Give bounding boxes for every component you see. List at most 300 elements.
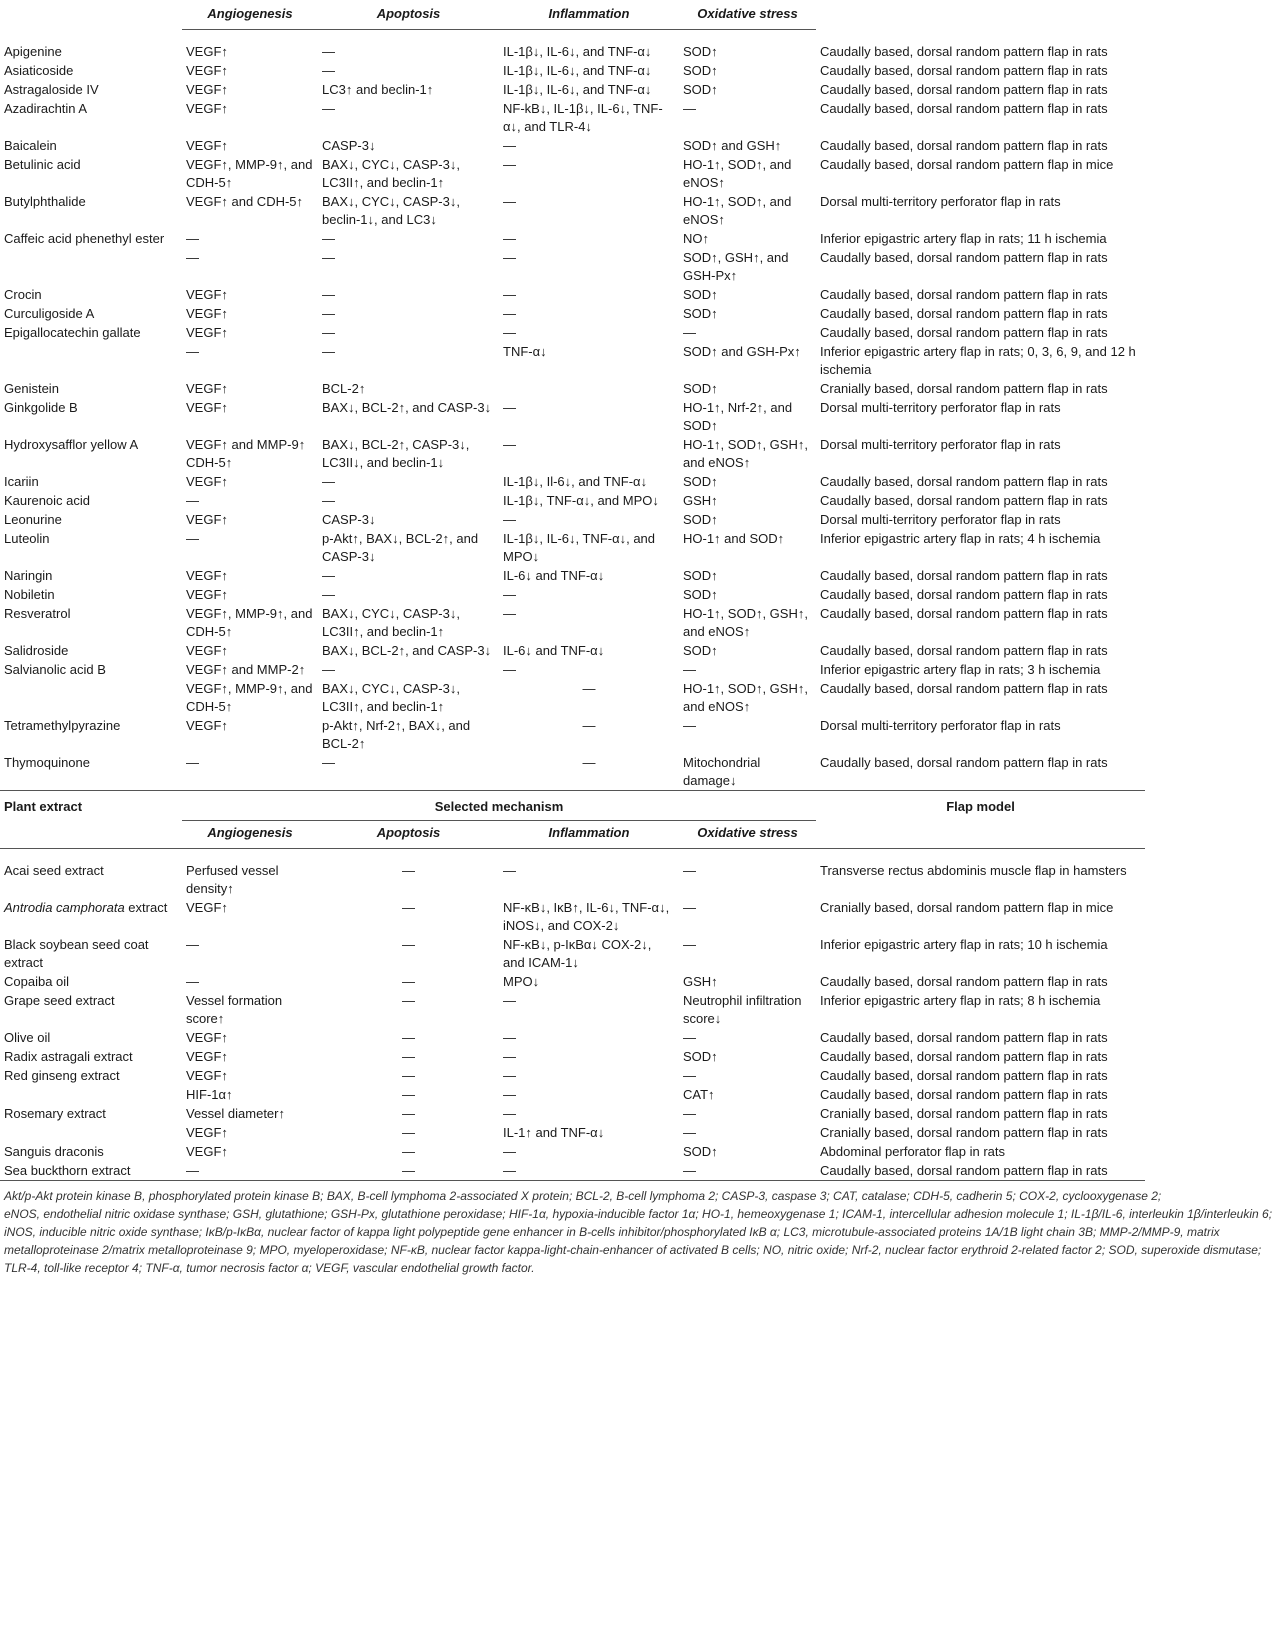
inflammation-cell: IL-1β↓, IL-6↓, and TNF-α↓ xyxy=(503,82,652,97)
table1-row xyxy=(0,398,1145,435)
apoptosis-cell: — xyxy=(322,287,335,302)
angiogenesis-cell: VEGF↑ xyxy=(186,587,228,602)
oxidative-stress-cell: — xyxy=(683,937,696,952)
flap-model-cell: Caudally based, dorsal random pattern flap in rats xyxy=(820,493,1108,508)
apoptosis-cell: — xyxy=(322,250,335,265)
compound-name: Baicalein xyxy=(4,138,57,153)
table1-row xyxy=(0,529,1145,566)
inflammation-cell: — xyxy=(503,512,516,527)
plant-extract-name: Sea buckthorn extract xyxy=(0,1161,182,1181)
flap-model-cell: Caudally based, dorsal random pattern flap in rats xyxy=(816,1161,1145,1181)
oxidative-stress-cell: SOD↑, GSH↑, and GSH-Px↑ xyxy=(683,250,789,283)
flap-model-cell: Cranially based, dorsal random pattern flap in rats xyxy=(820,1125,1108,1140)
apoptosis-cell: — xyxy=(402,1068,415,1083)
inflammation-cell: — xyxy=(503,287,516,302)
flap-model-cell: Caudally based, dorsal random pattern flap in rats xyxy=(820,681,1108,696)
compound-name xyxy=(0,248,182,285)
apoptosis-cell: BCL-2↑ xyxy=(322,381,366,396)
spacer-row xyxy=(0,849,1145,862)
angiogenesis-cell: VEGF↑ and MMP-9↑ CDH-5↑ xyxy=(186,437,306,470)
angiogenesis-cell: VEGF↑ xyxy=(186,101,228,116)
spacer-cell xyxy=(0,849,182,862)
flap-model-cell: Inferior epigastric artery flap in rats; 3 h ischemia xyxy=(820,662,1101,677)
apoptosis-cell: — xyxy=(322,662,335,677)
apoptosis-cell: BAX↓, CYC↓, CASP-3↓, LC3II↑, and beclin-1↑ xyxy=(322,606,460,639)
inflammation-cell: — xyxy=(499,1161,679,1181)
angiogenesis-cell: VEGF↑ xyxy=(186,1125,228,1140)
flap-model-cell: Inferior epigastric artery flap in rats; 11 h ischemia xyxy=(820,231,1107,246)
angiogenesis-cell: VEGF↑ xyxy=(186,900,228,915)
oxidative-stress-cell: GSH↑ xyxy=(683,974,718,989)
angiogenesis-cell: VEGF↑ xyxy=(186,325,228,340)
flap-model-cell: Caudally based, dorsal random pattern flap in rats xyxy=(820,306,1108,321)
compound-name: Genistein xyxy=(4,381,59,396)
inflammation-cell: — xyxy=(503,437,516,452)
apoptosis-cell: — xyxy=(402,1087,415,1102)
compound-name: Curculigoside A xyxy=(4,306,95,321)
angiogenesis-cell: VEGF↑ xyxy=(186,718,228,733)
table1-row xyxy=(0,660,1145,679)
header-cell: Apoptosis xyxy=(318,821,499,849)
spacer-cell xyxy=(318,30,499,43)
apoptosis-cell: BAX↓, BCL-2↑, and CASP-3↓ xyxy=(322,400,492,415)
angiogenesis-cell: VEGF↑ xyxy=(186,138,228,153)
footnote-line: iNOS, inducible nitric oxide synthase; IκB/p-IκBα, nuclear factor of kappa light polypeptide gene enhancer in B-cells inhibitor/phosphorylated IκB α; LC3, microtubule-associated proteins 1A/1B light chain 3B; MMP-2/MMP-9, matrix xyxy=(4,1225,1220,1239)
oxidative-stress-cell: NO↑ xyxy=(683,231,709,246)
spacer-cell xyxy=(182,849,318,862)
spacer-cell xyxy=(679,30,816,43)
inflammation-cell: IL-1β↓, Il-6↓, and TNF-α↓ xyxy=(503,474,648,489)
footnote-line: TLR-4, toll-like receptor 4; TNF-α, tumor necrosis factor α; VEGF, vascular endothelial growth factor. xyxy=(4,1261,535,1275)
oxidative-stress-cell: HO-1↑, SOD↑, GSH↑, and eNOS↑ xyxy=(683,437,808,470)
table2-row xyxy=(0,935,1145,972)
compound-name: Hydroxysafflor yellow A xyxy=(4,437,139,452)
oxidative-stress-cell: — xyxy=(683,1068,696,1083)
apoptosis-cell: p-Akt↑, Nrf-2↑, BAX↓, and BCL-2↑ xyxy=(322,718,471,751)
inflammation-cell: IL-6↓ and TNF-α↓ xyxy=(503,643,605,658)
plant-extract-name: Acai seed extract xyxy=(4,863,104,878)
table1-row xyxy=(0,435,1145,472)
apoptosis-cell: — xyxy=(402,863,415,878)
table2-row xyxy=(0,1142,1145,1161)
flap-model-cell: Caudally based, dorsal random pattern flap in rats xyxy=(820,587,1108,602)
angiogenesis-cell: VEGF↑ xyxy=(186,82,228,97)
apoptosis-cell: BAX↓, CYC↓, CASP-3↓, LC3II↑, and beclin-1↑ xyxy=(322,157,460,190)
header-blank xyxy=(0,821,182,849)
compound-name xyxy=(0,679,182,716)
angiogenesis-cell: Vessel formation score↑ xyxy=(186,993,283,1026)
oxidative-stress-cell: CAT↑ xyxy=(683,1087,715,1102)
angiogenesis-cell: VEGF↑ xyxy=(186,643,228,658)
flap-model-cell: Caudally based, dorsal random pattern flap in rats xyxy=(820,138,1108,153)
table1-row xyxy=(0,585,1145,604)
inflammation-cell: TNF-α↓ xyxy=(503,344,547,359)
table1-row xyxy=(0,679,1145,716)
oxidative-stress-cell: SOD↑ xyxy=(683,306,718,321)
flap-model-cell: Cranially based, dorsal random pattern flap in mice xyxy=(820,900,1114,915)
header-cell: Oxidative stress xyxy=(679,821,816,849)
inflammation-cell: — xyxy=(582,718,596,733)
angiogenesis-cell: VEGF↑ xyxy=(186,1049,228,1064)
flap-model-cell: Caudally based, dorsal random pattern flap in rats xyxy=(820,101,1108,116)
spacer-row xyxy=(0,30,1145,43)
apoptosis-cell: — xyxy=(318,753,499,791)
table1-row xyxy=(0,80,1145,99)
apoptosis-cell: BAX↓, BCL-2↑, CASP-3↓, LC3II↓, and beclin-1↓ xyxy=(322,437,470,470)
oxidative-stress-cell: HO-1↑, SOD↑, and eNOS↑ xyxy=(683,194,792,227)
table1-row xyxy=(0,304,1145,323)
oxidative-stress-cell: SOD↑ xyxy=(683,63,718,78)
angiogenesis-cell: VEGF↑ xyxy=(186,306,228,321)
compound-name: Thymoquinone xyxy=(0,753,182,791)
plant-extract-name: Sanguis draconis xyxy=(4,1144,104,1159)
angiogenesis-cell: — xyxy=(186,974,199,989)
table2-subheader-row xyxy=(0,821,1145,849)
oxidative-stress-cell: — xyxy=(683,1125,696,1140)
apoptosis-cell: — xyxy=(322,587,335,602)
plant-extract-name: Red ginseng extract xyxy=(4,1068,120,1083)
angiogenesis-cell: — xyxy=(186,231,199,246)
compound-name: Apigenine xyxy=(4,44,62,59)
table2-row xyxy=(0,991,1145,1028)
flap-model-cell: Inferior epigastric artery flap in rats; 4 h ischemia xyxy=(820,531,1101,546)
spacer-cell xyxy=(182,30,318,43)
inflammation-cell: — xyxy=(503,306,516,321)
oxidative-stress-cell: Neutrophil infiltration score↓ xyxy=(683,993,802,1026)
apoptosis-cell: — xyxy=(402,1106,415,1121)
header-cell: Oxidative stress xyxy=(679,0,816,30)
angiogenesis-cell: — xyxy=(182,1161,318,1181)
inflammation-cell: IL-1↑ and TNF-α↓ xyxy=(503,1125,605,1140)
table1-row xyxy=(0,155,1145,192)
apoptosis-cell: — xyxy=(322,344,335,359)
table1-row xyxy=(0,342,1145,379)
inflammation-cell: — xyxy=(503,194,516,209)
inflammation-cell: IL-1β↓, IL-6↓, and TNF-α↓ xyxy=(503,44,652,59)
flap-model-cell: Caudally based, dorsal random pattern flap in rats xyxy=(820,974,1108,989)
header-cell: Angiogenesis xyxy=(182,0,318,30)
inflammation-cell: — xyxy=(503,1087,516,1102)
angiogenesis-cell: VEGF↑ xyxy=(186,1030,228,1045)
angiogenesis-cell: — xyxy=(186,344,199,359)
table1-row xyxy=(0,472,1145,491)
oxidative-stress-cell: HO-1↑, SOD↑, and eNOS↑ xyxy=(683,157,792,190)
oxidative-stress-cell: Mitochondrial damage↓ xyxy=(679,753,816,791)
inflammation-cell: — xyxy=(503,1068,516,1083)
table2-row xyxy=(0,1104,1145,1123)
angiogenesis-cell: — xyxy=(186,493,199,508)
table1-row xyxy=(0,566,1145,585)
spacer-cell xyxy=(318,849,499,862)
table1-row xyxy=(0,229,1145,248)
apoptosis-cell: — xyxy=(322,493,335,508)
flap-model-cell: Caudally based, dorsal random pattern flap in rats xyxy=(816,753,1145,791)
oxidative-stress-cell: SOD↑ xyxy=(683,512,718,527)
apoptosis-cell: — xyxy=(322,231,335,246)
inflammation-cell: IL-6↓ and TNF-α↓ xyxy=(503,568,605,583)
oxidative-stress-cell: — xyxy=(683,863,696,878)
apoptosis-cell: — xyxy=(322,44,335,59)
angiogenesis-cell: Perfused vessel density↑ xyxy=(186,863,279,896)
angiogenesis-cell: VEGF↑, MMP-9↑, and CDH-5↑ xyxy=(186,157,313,190)
inflammation-cell xyxy=(499,379,679,398)
angiogenesis-cell: VEGF↑ xyxy=(186,287,228,302)
compound-name: Salidroside xyxy=(4,643,69,658)
table2-row xyxy=(0,1028,1145,1047)
table2-row xyxy=(0,1085,1145,1104)
table2-row xyxy=(0,1161,1145,1181)
oxidative-stress-cell: — xyxy=(683,1030,696,1045)
angiogenesis-cell: Vessel diameter↑ xyxy=(186,1106,285,1121)
spacer-cell xyxy=(499,849,679,862)
flap-model-cell: Caudally based, dorsal random pattern flap in rats xyxy=(820,1087,1108,1102)
compound-name: Luteolin xyxy=(4,531,50,546)
table1-row xyxy=(0,716,1145,753)
angiogenesis-cell: — xyxy=(182,753,318,791)
table2-row xyxy=(0,861,1145,898)
table1-row xyxy=(0,323,1145,342)
angiogenesis-cell: VEGF↑ xyxy=(186,512,228,527)
table1-row xyxy=(0,491,1145,510)
inflammation-cell: — xyxy=(503,231,516,246)
apoptosis-cell: — xyxy=(322,306,335,321)
oxidative-stress-cell: SOD↑ xyxy=(683,1144,718,1159)
spacer-cell xyxy=(679,849,816,862)
apoptosis-cell: — xyxy=(322,63,335,78)
flap-model-cell: Caudally based, dorsal random pattern flap in rats xyxy=(820,63,1108,78)
inflammation-cell: — xyxy=(503,1106,516,1121)
footnote-line: metalloproteinase 2/matrix metalloproteinase 9; MPO, myeloperoxidase; NF-κB, nuclear factor kappa-light-chain-enhancer of activated B cells; NO, nitric oxide; Nrf-2, nuclear factor erythroid 2-related factor 2; SOD, superoxide dismutase; xyxy=(4,1243,1262,1257)
compound-name: Astragaloside IV xyxy=(4,82,99,97)
oxidative-stress-cell: SOD↑ xyxy=(683,82,718,97)
table2-row xyxy=(0,1066,1145,1085)
oxidative-stress-cell: SOD↑ and GSH↑ xyxy=(683,138,782,153)
angiogenesis-cell: — xyxy=(186,937,199,952)
compound-name: Ginkgolide B xyxy=(4,400,78,415)
angiogenesis-cell: VEGF↑ xyxy=(186,63,228,78)
plant-extract-name: Olive oil xyxy=(4,1030,51,1045)
apoptosis-cell: — xyxy=(318,1161,499,1181)
inflammation-cell: — xyxy=(582,681,596,696)
angiogenesis-cell: VEGF↑, MMP-9↑, and CDH-5↑ xyxy=(186,606,313,639)
flap-model-cell: Dorsal multi-territory perforator flap in rats xyxy=(820,400,1061,415)
plant-extract-name xyxy=(0,1123,182,1142)
inflammation-cell: IL-1β↓, IL-6↓, and TNF-α↓ xyxy=(503,63,652,78)
table-footnote xyxy=(4,1187,1272,1277)
apoptosis-cell: CASP-3↓ xyxy=(322,138,376,153)
spacer-cell xyxy=(816,30,1145,43)
flap-model-cell: Caudally based, dorsal random pattern flap in rats xyxy=(820,250,1108,265)
table1-row xyxy=(0,136,1145,155)
oxidative-stress-cell: HO-1↑, Nrf-2↑, and SOD↑ xyxy=(683,400,793,433)
oxidative-stress-cell: SOD↑ xyxy=(683,643,718,658)
footnote-line: eNOS, endothelial nitric oxidase synthase; GSH, glutathione; GSH-Px, glutathione peroxidase; HIF-1α, hypoxia-inducible factor 1α; HO-1, hemeoxygenase 1; ICAM-1, intercellular adhesion molecule 1; IL-1β/IL-6, interleukin 1β/interleukin 6; xyxy=(4,1207,1272,1221)
apoptosis-cell: BAX↓, BCL-2↑, and CASP-3↓ xyxy=(322,643,492,658)
inflammation-cell: — xyxy=(503,1030,516,1045)
inflammation-cell: — xyxy=(503,157,516,172)
apoptosis-cell: — xyxy=(322,325,335,340)
plant-extract-name: Grape seed extract xyxy=(4,993,115,1008)
table1-row xyxy=(0,379,1145,398)
apoptosis-cell: — xyxy=(322,568,335,583)
compound-name: Betulinic acid xyxy=(4,157,81,172)
inflammation-cell: NF-κB↓, IκB↑, IL-6↓, TNF-α↓, iNOS↓, and COX-2↓ xyxy=(503,900,670,933)
table2-row xyxy=(0,1123,1145,1142)
table1-row xyxy=(0,285,1145,304)
flap-model-cell: Cranially based, dorsal random pattern flap in rats xyxy=(820,381,1108,396)
table2-header-row xyxy=(0,791,1145,821)
apoptosis-cell: — xyxy=(322,474,335,489)
plant-extract-header: Plant extract xyxy=(4,799,83,814)
inflammation-cell: NF-kB↓, IL-1β↓, IL-6↓, TNF-α↓, and TLR-4↓ xyxy=(503,101,663,134)
oxidative-stress-cell: — xyxy=(683,662,696,677)
compound-name: Tetramethylpyrazine xyxy=(4,718,121,733)
inflammation-cell: — xyxy=(503,587,516,602)
table1-row xyxy=(0,99,1145,136)
flap-model-cell: Caudally based, dorsal random pattern flap in rats xyxy=(820,325,1108,340)
inflammation-cell: — xyxy=(503,1144,516,1159)
oxidative-stress-cell: HO-1↑, SOD↑, GSH↑, and eNOS↑ xyxy=(683,606,808,639)
compound-name: Azadirachtin A xyxy=(4,101,88,116)
spacer-cell xyxy=(0,30,182,43)
flap-model-cell: Caudally based, dorsal random pattern flap in rats xyxy=(820,474,1108,489)
angiogenesis-cell: VEGF↑ xyxy=(186,568,228,583)
inflammation-cell: — xyxy=(503,400,516,415)
flap-model-cell: Inferior epigastric artery flap in rats; 0, 3, 6, 9, and 12 h ischemia xyxy=(820,344,1136,377)
apoptosis-cell: p-Akt↑, BAX↓, BCL-2↑, and CASP-3↓ xyxy=(322,531,479,564)
angiogenesis-cell: VEGF↑ and MMP-2↑ xyxy=(186,662,306,677)
apoptosis-cell: — xyxy=(322,101,335,116)
oxidative-stress-cell: SOD↑ xyxy=(683,587,718,602)
flap-model-cell: Inferior epigastric artery flap in rats; 8 h ischemia xyxy=(820,993,1101,1008)
compound-name: Naringin xyxy=(4,568,53,583)
table2-row xyxy=(0,972,1145,991)
oxidative-stress-cell: SOD↑ and GSH-Px↑ xyxy=(683,344,801,359)
apoptosis-cell: — xyxy=(402,937,415,952)
plant-extract-name: Black soybean seed coat extract xyxy=(4,937,149,970)
apoptosis-cell: — xyxy=(402,1049,415,1064)
inflammation-cell: — xyxy=(503,138,516,153)
selected-mechanism-header: Selected mechanism xyxy=(182,791,816,821)
table1-row xyxy=(0,42,1145,61)
flap-model-cell: Caudally based, dorsal random pattern flap in rats xyxy=(820,606,1108,621)
flap-model-cell: Caudally based, dorsal random pattern flap in rats xyxy=(820,82,1108,97)
plant-extract-name xyxy=(0,898,182,935)
oxidative-stress-cell: — xyxy=(683,900,696,915)
apoptosis-cell: BAX↓, CYC↓, CASP-3↓, LC3II↑, and beclin-1↑ xyxy=(322,681,460,714)
apoptosis-cell: — xyxy=(402,1030,415,1045)
inflammation-cell: — xyxy=(503,325,516,340)
plant-extract-name: Rosemary extract xyxy=(4,1106,106,1121)
plant-extract-name: Radix astragali extract xyxy=(4,1049,133,1064)
header-blank xyxy=(0,0,182,30)
plant-extract-name xyxy=(0,1085,182,1104)
header-cell: Apoptosis xyxy=(318,0,499,30)
oxidative-stress-cell: SOD↑ xyxy=(683,287,718,302)
inflammation-cell: — xyxy=(503,250,516,265)
apoptosis-cell: CASP-3↓ xyxy=(322,512,376,527)
oxidative-stress-cell: SOD↑ xyxy=(683,44,718,59)
flap-model-cell: Caudally based, dorsal random pattern flap in rats xyxy=(820,1049,1108,1064)
table2-row xyxy=(0,898,1145,935)
compound-name: Kaurenoic acid xyxy=(4,493,90,508)
apoptosis-cell: — xyxy=(402,900,415,915)
flap-model-cell: Caudally based, dorsal random pattern flap in rats xyxy=(820,643,1108,658)
table1-row xyxy=(0,641,1145,660)
table1-row xyxy=(0,192,1145,229)
apoptosis-cell: BAX↓, CYC↓, CASP-3↓, beclin-1↓, and LC3↓ xyxy=(322,194,460,227)
angiogenesis-cell: VEGF↑ xyxy=(186,381,228,396)
apoptosis-cell: — xyxy=(402,993,415,1008)
oxidative-stress-cell: — xyxy=(683,1106,696,1121)
table1-row xyxy=(0,604,1145,641)
angiogenesis-cell: VEGF↑ xyxy=(186,400,228,415)
header-cell: Inflammation xyxy=(499,0,679,30)
flap-model-cell: Dorsal multi-territory perforator flap in rats xyxy=(820,437,1061,452)
inflammation-cell: IL-1β↓, IL-6↓, TNF-α↓, and MPO↓ xyxy=(503,531,656,564)
flap-model-header: Flap model xyxy=(946,799,1015,814)
flap-model-cell: Abdominal perforator flap in rats xyxy=(820,1144,1005,1159)
angiogenesis-cell: — xyxy=(186,531,199,546)
inflammation-cell: — xyxy=(503,1049,516,1064)
angiogenesis-cell: — xyxy=(186,250,199,265)
oxidative-stress-cell: — xyxy=(679,1161,816,1181)
inflammation-cell: — xyxy=(503,863,516,878)
inflammation-cell: — xyxy=(499,753,679,791)
apoptosis-cell: — xyxy=(402,974,415,989)
header-blank xyxy=(816,0,1145,30)
species-suffix: extract xyxy=(124,900,168,915)
apoptosis-cell: LC3↑ and beclin-1↑ xyxy=(322,82,434,97)
compound-name: Epigallocatechin gallate xyxy=(4,325,141,340)
oxidative-stress-cell: — xyxy=(683,101,696,116)
footnote-line: Akt/p-Akt protein kinase B, phosphorylated protein kinase B; BAX, B-cell lymphoma 2-associated X protein; BCL-2, B-cell lymphoma 2; CASP-3, caspase 3; CAT, catalase; CDH-5, cadherin 5; COX-2, cyclooxygenase 2; xyxy=(4,1189,1162,1203)
table1-row xyxy=(0,753,1145,791)
header-blank xyxy=(816,821,1145,849)
apoptosis-cell: — xyxy=(402,1144,415,1159)
species-name: Antrodia camphorata xyxy=(4,900,125,915)
angiogenesis-cell: HIF-1α↑ xyxy=(186,1087,233,1102)
inflammation-cell: — xyxy=(503,606,516,621)
apoptosis-cell: — xyxy=(402,1125,415,1140)
flap-model-cell: Caudally based, dorsal random pattern flap in rats xyxy=(820,1030,1108,1045)
inflammation-cell: NF-κB↓, p-IκBα↓ COX-2↓, and ICAM-1↓ xyxy=(503,937,652,970)
angiogenesis-cell: VEGF↑ xyxy=(186,1068,228,1083)
flap-model-cell: Dorsal multi-territory perforator flap in rats xyxy=(820,194,1061,209)
angiogenesis-cell: VEGF↑ xyxy=(186,1144,228,1159)
header-cell: Angiogenesis xyxy=(182,821,318,849)
table1-row xyxy=(0,248,1145,285)
flap-model-cell: Caudally based, dorsal random pattern flap in rats xyxy=(820,1068,1108,1083)
angiogenesis-cell: VEGF↑, MMP-9↑, and CDH-5↑ xyxy=(186,681,313,714)
oxidative-stress-cell: SOD↑ xyxy=(683,1049,718,1064)
inflammation-cell: IL-1β↓, TNF-α↓, and MPO↓ xyxy=(503,493,659,508)
compound-name xyxy=(0,342,182,379)
oxidative-stress-cell: — xyxy=(683,718,696,733)
oxidative-stress-cell: HO-1↑ and SOD↑ xyxy=(683,531,785,546)
spacer-cell xyxy=(499,30,679,43)
compound-name: Butylphthalide xyxy=(4,194,86,209)
oxidative-stress-cell: SOD↑ xyxy=(683,474,718,489)
compound-name: Nobiletin xyxy=(4,587,55,602)
flap-model-cell: Caudally based, dorsal random pattern flap in mice xyxy=(820,157,1114,172)
oxidative-stress-cell: SOD↑ xyxy=(683,568,718,583)
oxidative-stress-cell: — xyxy=(683,325,696,340)
table1-row xyxy=(0,61,1145,80)
flap-model-cell: Transverse rectus abdominis muscle flap in hamsters xyxy=(820,863,1127,878)
header-cell: Inflammation xyxy=(499,821,679,849)
angiogenesis-cell: VEGF↑ xyxy=(186,44,228,59)
